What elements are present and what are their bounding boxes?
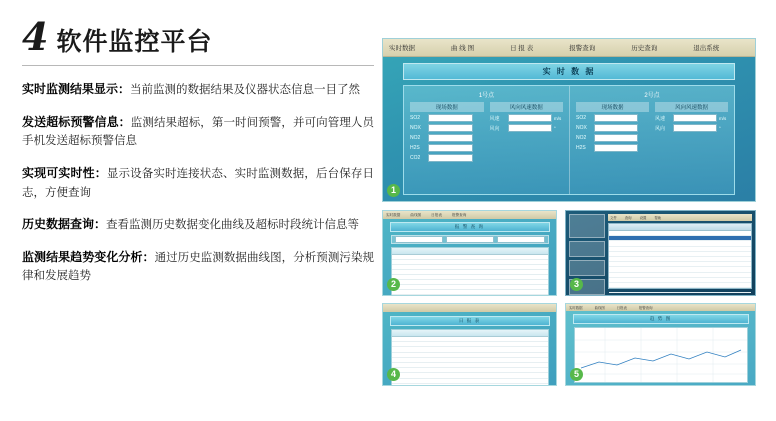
column-header: 现场数据 — [410, 102, 484, 112]
row-label: NO2 — [410, 135, 421, 141]
menu-item-realtime[interactable]: 实时数据 — [569, 306, 583, 310]
list-item — [22, 113, 374, 151]
row-value — [594, 114, 638, 122]
bullet-lead: 发送超标预警信息： — [22, 114, 131, 129]
row-label: 风向 — [655, 125, 666, 132]
column-header: 现场数据 — [576, 102, 649, 112]
row-label: SO2 — [576, 115, 587, 121]
row-label: NOX — [576, 125, 587, 131]
row-value — [428, 114, 473, 122]
table-row — [410, 124, 484, 132]
table-row[interactable] — [392, 295, 548, 296]
grid-header — [392, 248, 548, 255]
table-row — [576, 134, 649, 142]
row-value — [594, 134, 638, 142]
slide-title-text: 软件监控平台 — [56, 28, 213, 56]
table-row — [410, 154, 484, 162]
history-toolbar[interactable] — [608, 214, 752, 221]
bullet-body: 查看监测历史数据变化曲线及超标时段统计信息等 — [106, 219, 360, 232]
row-value — [428, 134, 473, 142]
table-row — [410, 134, 484, 142]
screenshot-gallery — [382, 38, 756, 386]
realtime-menubar[interactable] — [383, 39, 755, 57]
row-value — [594, 124, 638, 132]
table-row — [490, 114, 564, 122]
row-label: H2S — [410, 145, 420, 151]
station-2-block — [569, 86, 734, 194]
station-1-wind-column — [490, 102, 564, 164]
menu-item-daily-report[interactable]: 日报表 — [616, 306, 627, 310]
table-row — [576, 114, 649, 122]
realtime-panel-title: 实 时 数 据 — [403, 63, 735, 80]
daily-report-title: 日 报 表 — [390, 316, 550, 326]
slide-number: 4 — [22, 14, 49, 59]
status-badge: 2 — [387, 278, 400, 291]
left-content-column — [22, 14, 374, 408]
screenshot-realtime-data[interactable] — [382, 38, 756, 202]
menu-item-history-query[interactable]: 历史查询 — [631, 45, 658, 52]
station-1-label: 1号点 — [478, 93, 495, 99]
row-value — [594, 144, 638, 152]
station-2-wind-column — [655, 102, 728, 154]
row-value — [673, 114, 717, 122]
row-unit: ° — [554, 125, 556, 131]
grid-header — [392, 330, 548, 337]
screenshot-history-table[interactable] — [565, 210, 756, 296]
row-unit: ° — [719, 125, 721, 131]
row-label: 风速 — [655, 115, 666, 122]
alarm-panel-title: 报 警 查 询 — [390, 222, 550, 232]
toolbar-item-help[interactable]: 帮助 — [654, 216, 662, 220]
menu-item-curve[interactable]: 曲线图 — [410, 212, 422, 217]
screenshot-trend-chart[interactable] — [565, 303, 756, 386]
menu-item-daily-report[interactable]: 日 报 表 — [510, 45, 534, 52]
menu-item-curve[interactable]: 曲线图 — [594, 306, 605, 310]
row-label: NO2 — [576, 135, 587, 141]
trend-panel-title: 趋 势 图 — [573, 314, 749, 324]
history-data-table[interactable] — [608, 223, 752, 289]
grid-header — [609, 224, 751, 231]
side-panel-block-2[interactable] — [569, 241, 605, 257]
row-value — [508, 114, 553, 122]
row-label: NOX — [410, 125, 421, 131]
list-item — [22, 215, 374, 235]
table-row — [576, 144, 649, 152]
row-unit: m/s — [719, 115, 727, 121]
row-value — [428, 154, 473, 162]
station-2-field-column — [576, 102, 649, 154]
realtime-panel-body — [403, 85, 735, 195]
table-row — [655, 114, 728, 122]
menu-item-alarm-query[interactable]: 报警查询 — [569, 45, 596, 52]
table-row[interactable] — [609, 293, 751, 296]
bullet-body: 通过历史监测数据曲线图，分析预测污染规律和发展趋势 — [22, 251, 374, 283]
daily-report-menubar[interactable] — [383, 304, 556, 312]
row-value — [508, 124, 553, 132]
side-panel-block-1[interactable] — [569, 214, 605, 238]
table-row[interactable] — [392, 384, 548, 386]
toolbar-item-file[interactable]: 文件 — [610, 216, 617, 220]
bullet-lead: 实现可实时性： — [22, 165, 107, 180]
trend-chart-canvas — [574, 327, 748, 383]
page-title — [22, 14, 374, 59]
station-1-block — [404, 86, 569, 194]
daily-report-grid[interactable] — [391, 329, 549, 386]
row-label: 风速 — [489, 115, 500, 122]
table-row — [410, 144, 484, 152]
alarm-result-grid[interactable] — [391, 247, 549, 296]
list-item — [22, 80, 374, 100]
menu-item-realtime[interactable]: 实时数据 — [386, 212, 401, 217]
menu-item-daily-report[interactable]: 日报表 — [431, 212, 442, 217]
list-item — [22, 164, 374, 202]
column-header: 风向风速数据 — [655, 102, 728, 112]
bullet-lead: 实时监测结果显示： — [22, 82, 131, 96]
screenshot-alarm-query[interactable] — [382, 210, 557, 296]
row-value — [428, 124, 473, 132]
table-row — [410, 114, 484, 122]
row-label: 风向 — [489, 125, 500, 132]
filter-field-2[interactable] — [446, 236, 494, 243]
bullet-body: 监测结果超标，第一时间预警，并可向管理人员手机发送超标预警信息 — [22, 116, 374, 148]
menu-item-alarm-query[interactable]: 报警查询 — [638, 306, 653, 310]
bullet-body: 显示设备实时连接状态、实时监测数据，后台保存日志，方便查询 — [22, 167, 374, 199]
station-1-field-column — [410, 102, 484, 164]
screenshot-daily-report[interactable] — [382, 303, 557, 386]
list-item — [22, 248, 374, 286]
station-2-label: 2号点 — [644, 93, 660, 99]
trend-menubar[interactable] — [566, 304, 755, 311]
status-badge: 4 — [387, 368, 400, 381]
menu-item-realtime[interactable]: 实时数据 — [389, 45, 415, 52]
side-panel-block-3[interactable] — [569, 260, 605, 276]
row-label: SO2 — [410, 115, 421, 121]
table-row — [655, 124, 728, 132]
status-badge: 5 — [570, 368, 583, 381]
history-main-area — [608, 211, 755, 295]
filter-field-1[interactable] — [395, 236, 443, 243]
row-value — [428, 144, 473, 152]
status-badge: 1 — [387, 184, 400, 197]
row-label: H2S — [576, 145, 586, 151]
row-unit: m/s — [554, 115, 562, 121]
table-row — [576, 124, 649, 132]
menu-item-curve[interactable]: 曲 线 图 — [451, 45, 475, 52]
column-header: 风向风速数据 — [490, 102, 564, 112]
row-label: CO2 — [410, 155, 421, 161]
toolbar-item-settings[interactable]: 设置 — [639, 216, 647, 220]
alarm-menubar[interactable] — [383, 211, 556, 219]
row-value — [673, 124, 717, 132]
filter-field-3[interactable] — [497, 236, 545, 243]
menu-item-alarm-query[interactable]: 报警查询 — [451, 212, 467, 217]
status-badge: 3 — [570, 278, 583, 291]
bullet-lead: 监测结果趋势变化分析： — [22, 249, 155, 264]
alarm-filter-bar[interactable] — [391, 235, 549, 244]
bullet-lead: 历史数据查询： — [22, 217, 107, 232]
menu-item-exit[interactable]: 退出系统 — [693, 45, 720, 52]
bullet-body: 当前监测的数据结果及仪器状态信息一目了然 — [130, 84, 361, 96]
trend-chart-svg — [575, 328, 747, 382]
toolbar-item-query[interactable]: 查询 — [624, 216, 632, 220]
bullet-list — [22, 80, 374, 299]
table-row — [490, 124, 564, 132]
title-divider — [22, 65, 374, 66]
